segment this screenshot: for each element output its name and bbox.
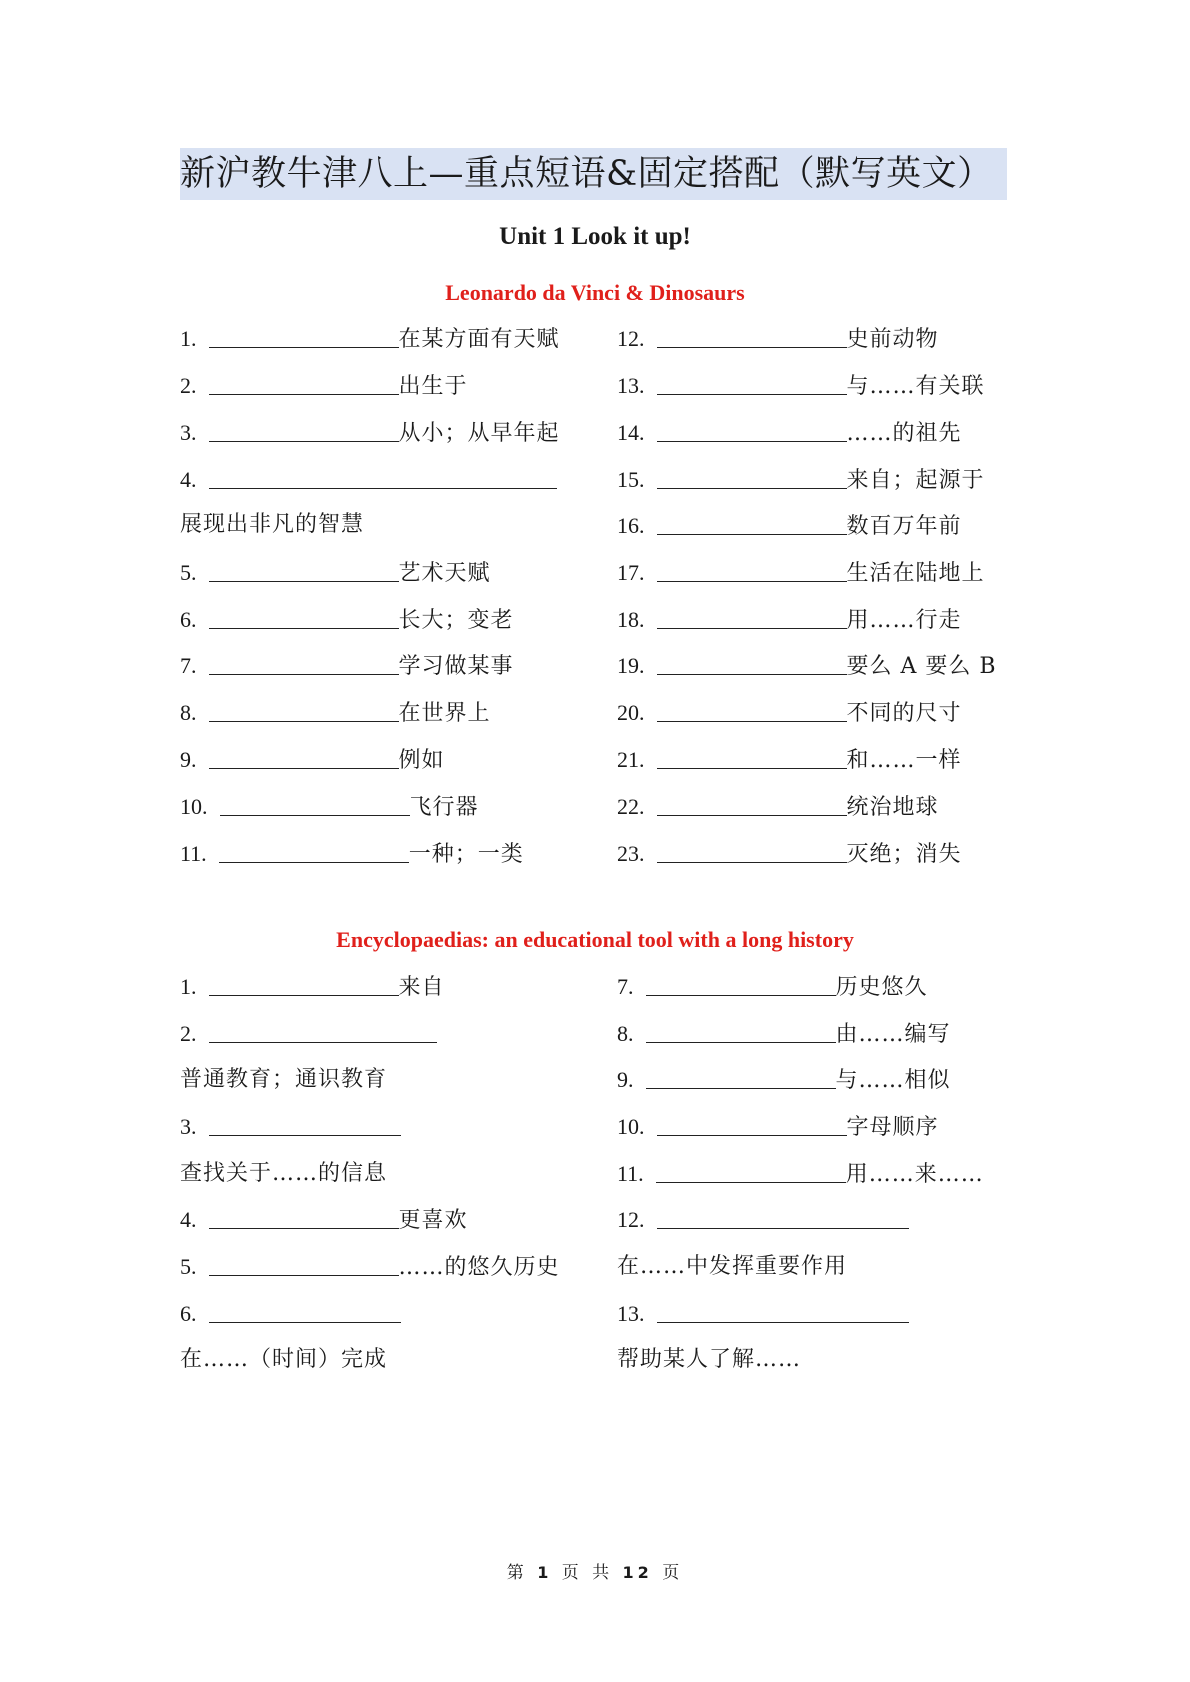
answer-blank[interactable]: [657, 793, 847, 816]
answer-blank[interactable]: [209, 466, 557, 489]
answer-blank[interactable]: [657, 606, 847, 629]
answer-blank[interactable]: [646, 1020, 836, 1043]
answer-blank[interactable]: [220, 793, 410, 816]
exercise-item: 9. 与……相似: [617, 1067, 951, 1093]
answer-blank[interactable]: [657, 419, 847, 442]
section-title-dinosaurs: Leonardo da Vinci & Dinosaurs: [445, 280, 745, 305]
exercise-item: 16. 数百万年前: [617, 513, 962, 539]
answer-blank[interactable]: [657, 1113, 847, 1136]
exercise-meaning: 帮助某人了解……: [617, 1347, 802, 1372]
exercise-item: 5. ……的悠久历史: [180, 1254, 560, 1280]
exercise-item: 21. 和……一样: [617, 747, 962, 773]
page-footer: 第 1 页 共 12 页: [506, 1563, 684, 1583]
exercise-meaning: 普通教育；通识教育: [180, 1067, 388, 1092]
answer-blank[interactable]: [209, 1300, 401, 1323]
exercise-item: 2.: [180, 1017, 437, 1051]
answer-blank[interactable]: [209, 419, 399, 442]
exercise-item: 12. 史前动物: [617, 326, 939, 352]
exercise-item: 12.: [617, 1203, 909, 1237]
answer-blank[interactable]: [209, 1113, 401, 1136]
answer-blank[interactable]: [657, 652, 847, 675]
answer-blank[interactable]: [209, 746, 399, 769]
exercise-item: 3.: [180, 1110, 401, 1144]
exercise-item: 15. 来自；起源于: [617, 467, 985, 493]
answer-blank[interactable]: [657, 372, 847, 395]
answer-blank[interactable]: [657, 325, 847, 348]
exercise-meaning: 展现出非凡的智慧: [180, 512, 365, 537]
exercise-item: 7. 学习做某事: [180, 653, 514, 679]
exercise-item: 13.: [617, 1297, 909, 1331]
exercise-item: 8. 在世界上: [180, 700, 491, 726]
exercise-item: 10. 飞行器: [180, 794, 479, 820]
exercise-item: 1. 在某方面有天赋: [180, 326, 560, 352]
exercise-item: 10. 字母顺序: [617, 1114, 939, 1140]
exercise-item: 14. ……的祖先: [617, 420, 962, 446]
exercise-meaning: 查找关于……的信息: [180, 1161, 388, 1186]
exercise-item: 19. 要么 A 要么 B: [617, 653, 997, 679]
exercise-item: 8. 由……编写: [617, 1021, 951, 1047]
title-highlight: [180, 148, 1007, 200]
answer-blank[interactable]: [657, 559, 847, 582]
answer-blank[interactable]: [219, 840, 409, 863]
exercise-item: 13. 与……有关联: [617, 373, 985, 399]
answer-blank[interactable]: [657, 512, 847, 535]
page-number: 1: [537, 1563, 553, 1582]
answer-blank[interactable]: [209, 1206, 399, 1229]
answer-blank[interactable]: [209, 973, 399, 996]
answer-blank[interactable]: [646, 973, 836, 996]
answer-blank[interactable]: [209, 559, 399, 582]
answer-blank[interactable]: [646, 1066, 836, 1089]
exercise-item: 4. 更喜欢: [180, 1207, 468, 1233]
answer-blank[interactable]: [657, 746, 847, 769]
exercise-item: 9. 例如: [180, 747, 445, 773]
unit-title: Unit 1 Look it up!: [499, 223, 691, 250]
exercise-item: 7. 历史悠久: [617, 974, 928, 1000]
exercise-item: 11. 用……来……: [617, 1161, 984, 1187]
exercise-item: 6. 长大；变老: [180, 607, 514, 633]
exercise-item: 3. 从小；从早年起: [180, 420, 560, 446]
exercise-item: 4.: [180, 463, 557, 497]
exercise-item: 6.: [180, 1297, 401, 1331]
exercise-item: 11. 一种；一类: [180, 841, 524, 867]
answer-blank[interactable]: [209, 372, 399, 395]
section-title-encyclopaedias: Encyclopaedias: an educational tool with a long history: [336, 927, 854, 952]
answer-blank[interactable]: [209, 699, 399, 722]
answer-blank[interactable]: [657, 840, 847, 863]
answer-blank[interactable]: [656, 1160, 846, 1183]
exercise-meaning: 在……（时间）完成: [180, 1347, 388, 1372]
exercise-item: 20. 不同的尺寸: [617, 700, 962, 726]
exercise-item: 5. 艺术天赋: [180, 560, 491, 586]
exercise-item: 23. 灭绝；消失: [617, 841, 962, 867]
answer-blank[interactable]: [209, 325, 399, 348]
exercise-item: 17. 生活在陆地上: [617, 560, 985, 586]
page-title: 新沪教牛津八上—重点短语&固定搭配（默写英文）: [180, 154, 993, 194]
exercise-meaning: 在……中发挥重要作用: [617, 1254, 848, 1279]
exercise-item: 2. 出生于: [180, 373, 468, 399]
exercise-item: 22. 统治地球: [617, 794, 939, 820]
page-total: 12: [622, 1563, 653, 1582]
answer-blank[interactable]: [209, 652, 399, 675]
answer-blank[interactable]: [209, 1020, 437, 1043]
answer-blank[interactable]: [657, 1300, 909, 1323]
answer-blank[interactable]: [657, 699, 847, 722]
exercise-item: 1. 来自: [180, 974, 445, 1000]
answer-blank[interactable]: [657, 1206, 909, 1229]
answer-blank[interactable]: [209, 1253, 399, 1276]
exercise-item: 18. 用……行走: [617, 607, 962, 633]
answer-blank[interactable]: [209, 606, 399, 629]
answer-blank[interactable]: [657, 466, 847, 489]
